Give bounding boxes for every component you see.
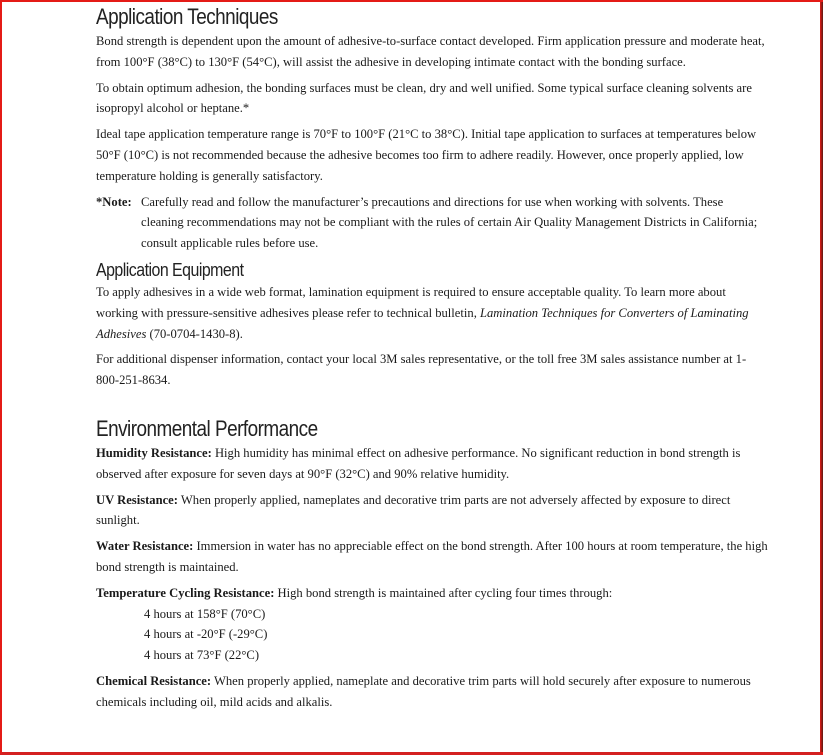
section-environmental-performance [96, 415, 768, 713]
uv-resistance-text: When properly applied, nameplates and decorative trim parts are not adversely affected by exposure to direct sunlight. [96, 492, 731, 528]
chemical-resistance-term: Chemical Resistance: [96, 673, 212, 688]
section-application-techniques [96, 3, 768, 254]
uv-resistance-term: UV Resistance: [96, 492, 178, 507]
note-label: *Note: [96, 194, 132, 209]
solvent-note [96, 192, 768, 254]
heading-application-techniques: Application Techniques [96, 4, 278, 29]
temperature-cycling-resistance [96, 583, 768, 604]
humidity-resistance [96, 443, 768, 485]
cycle-item: 4 hours at 73°F (22°C) [144, 648, 260, 663]
humidity-resistance-term: Humidity Resistance: [96, 445, 212, 460]
cycle-item: 4 hours at -20°F (-29°C) [144, 627, 268, 642]
paragraph-bond-strength: Bond strength is dependent upon the amount of adhesive-to-surface contact developed. Firm application pressure and moderate heat, from 100°F (38°C) to 130°F (54°C), will assist the adhesive in developing intimate contact with the bonding surface. [96, 34, 765, 69]
document-page [96, 3, 768, 718]
section-application-equipment [96, 258, 768, 391]
water-resistance-text: Immersion in water has no appreciable effect on the bond strength. After 100 hours at room temperature, the high bond strength is maintained. [96, 539, 768, 574]
water-resistance [96, 536, 768, 578]
paragraph-lamination-equipment [96, 282, 768, 344]
lamination-text-before: To apply adhesives in a wide web format, lamination equipment is required to ensure acceptable quality. To learn more about working with pressure-sensitive adhesives please refer to technical bulletin, [96, 284, 726, 320]
chemical-resistance [96, 671, 768, 713]
temperature-cycle-list [144, 604, 768, 666]
paragraph-surface-cleaning: To obtain optimum adhesion, the bonding surfaces must be clean, dry and well unified. Some typical surface cleaning solvents are isopropyl alcohol or heptane.* [96, 80, 752, 116]
chemical-resistance-text: When properly applied, nameplate and decorative trim parts will hold securely after exposure to numerous chemicals including oil, mild acids and alkalis. [96, 673, 751, 709]
temperature-cycling-text: High bond strength is maintained after cycling four times through: [274, 585, 613, 600]
temperature-cycling-term: Temperature Cycling Resistance: [96, 585, 275, 600]
note-text: Carefully read and follow the manufacturer’s precautions and directions for use when working with solvents. These cleaning recommendations may not be compliant with the rules of certain Air Quality Management Districts in California; consult applicable rules before use. [141, 194, 758, 251]
cycle-item: 4 hours at 158°F (70°C) [144, 606, 266, 621]
paragraph-dispenser-info: For additional dispenser information, contact your local 3M sales representative, or the toll free 3M sales assistance number at 1-800-251-8634. [96, 352, 747, 388]
heading-environmental-performance: Environmental Performance [96, 415, 318, 441]
heading-application-equipment: Application Equipment [96, 258, 244, 280]
humidity-resistance-text: High humidity has minimal effect on adhesive performance. No significant reduction in bond strength is observed after exposure for seven days at 90°F (32°C) and 90% relative humidity. [96, 445, 741, 481]
uv-resistance [96, 490, 768, 532]
paragraph-application-temperature: Ideal tape application temperature range is 70°F to 100°F (21°C to 38°C). Initial tape application to surfaces at temperatures below 50°F (10°C) is not recommended because the adhesive becomes too firm to adhere readily. However, once properly applied, low temperature holding is generally satisfactory. [96, 127, 757, 183]
lamination-text-after: (70-0704-1430-8). [146, 326, 243, 341]
water-resistance-term: Water Resistance: [96, 539, 194, 554]
technical-bulletin-citation: Lamination Techniques for Converters of Laminating Adhesives [96, 305, 749, 341]
